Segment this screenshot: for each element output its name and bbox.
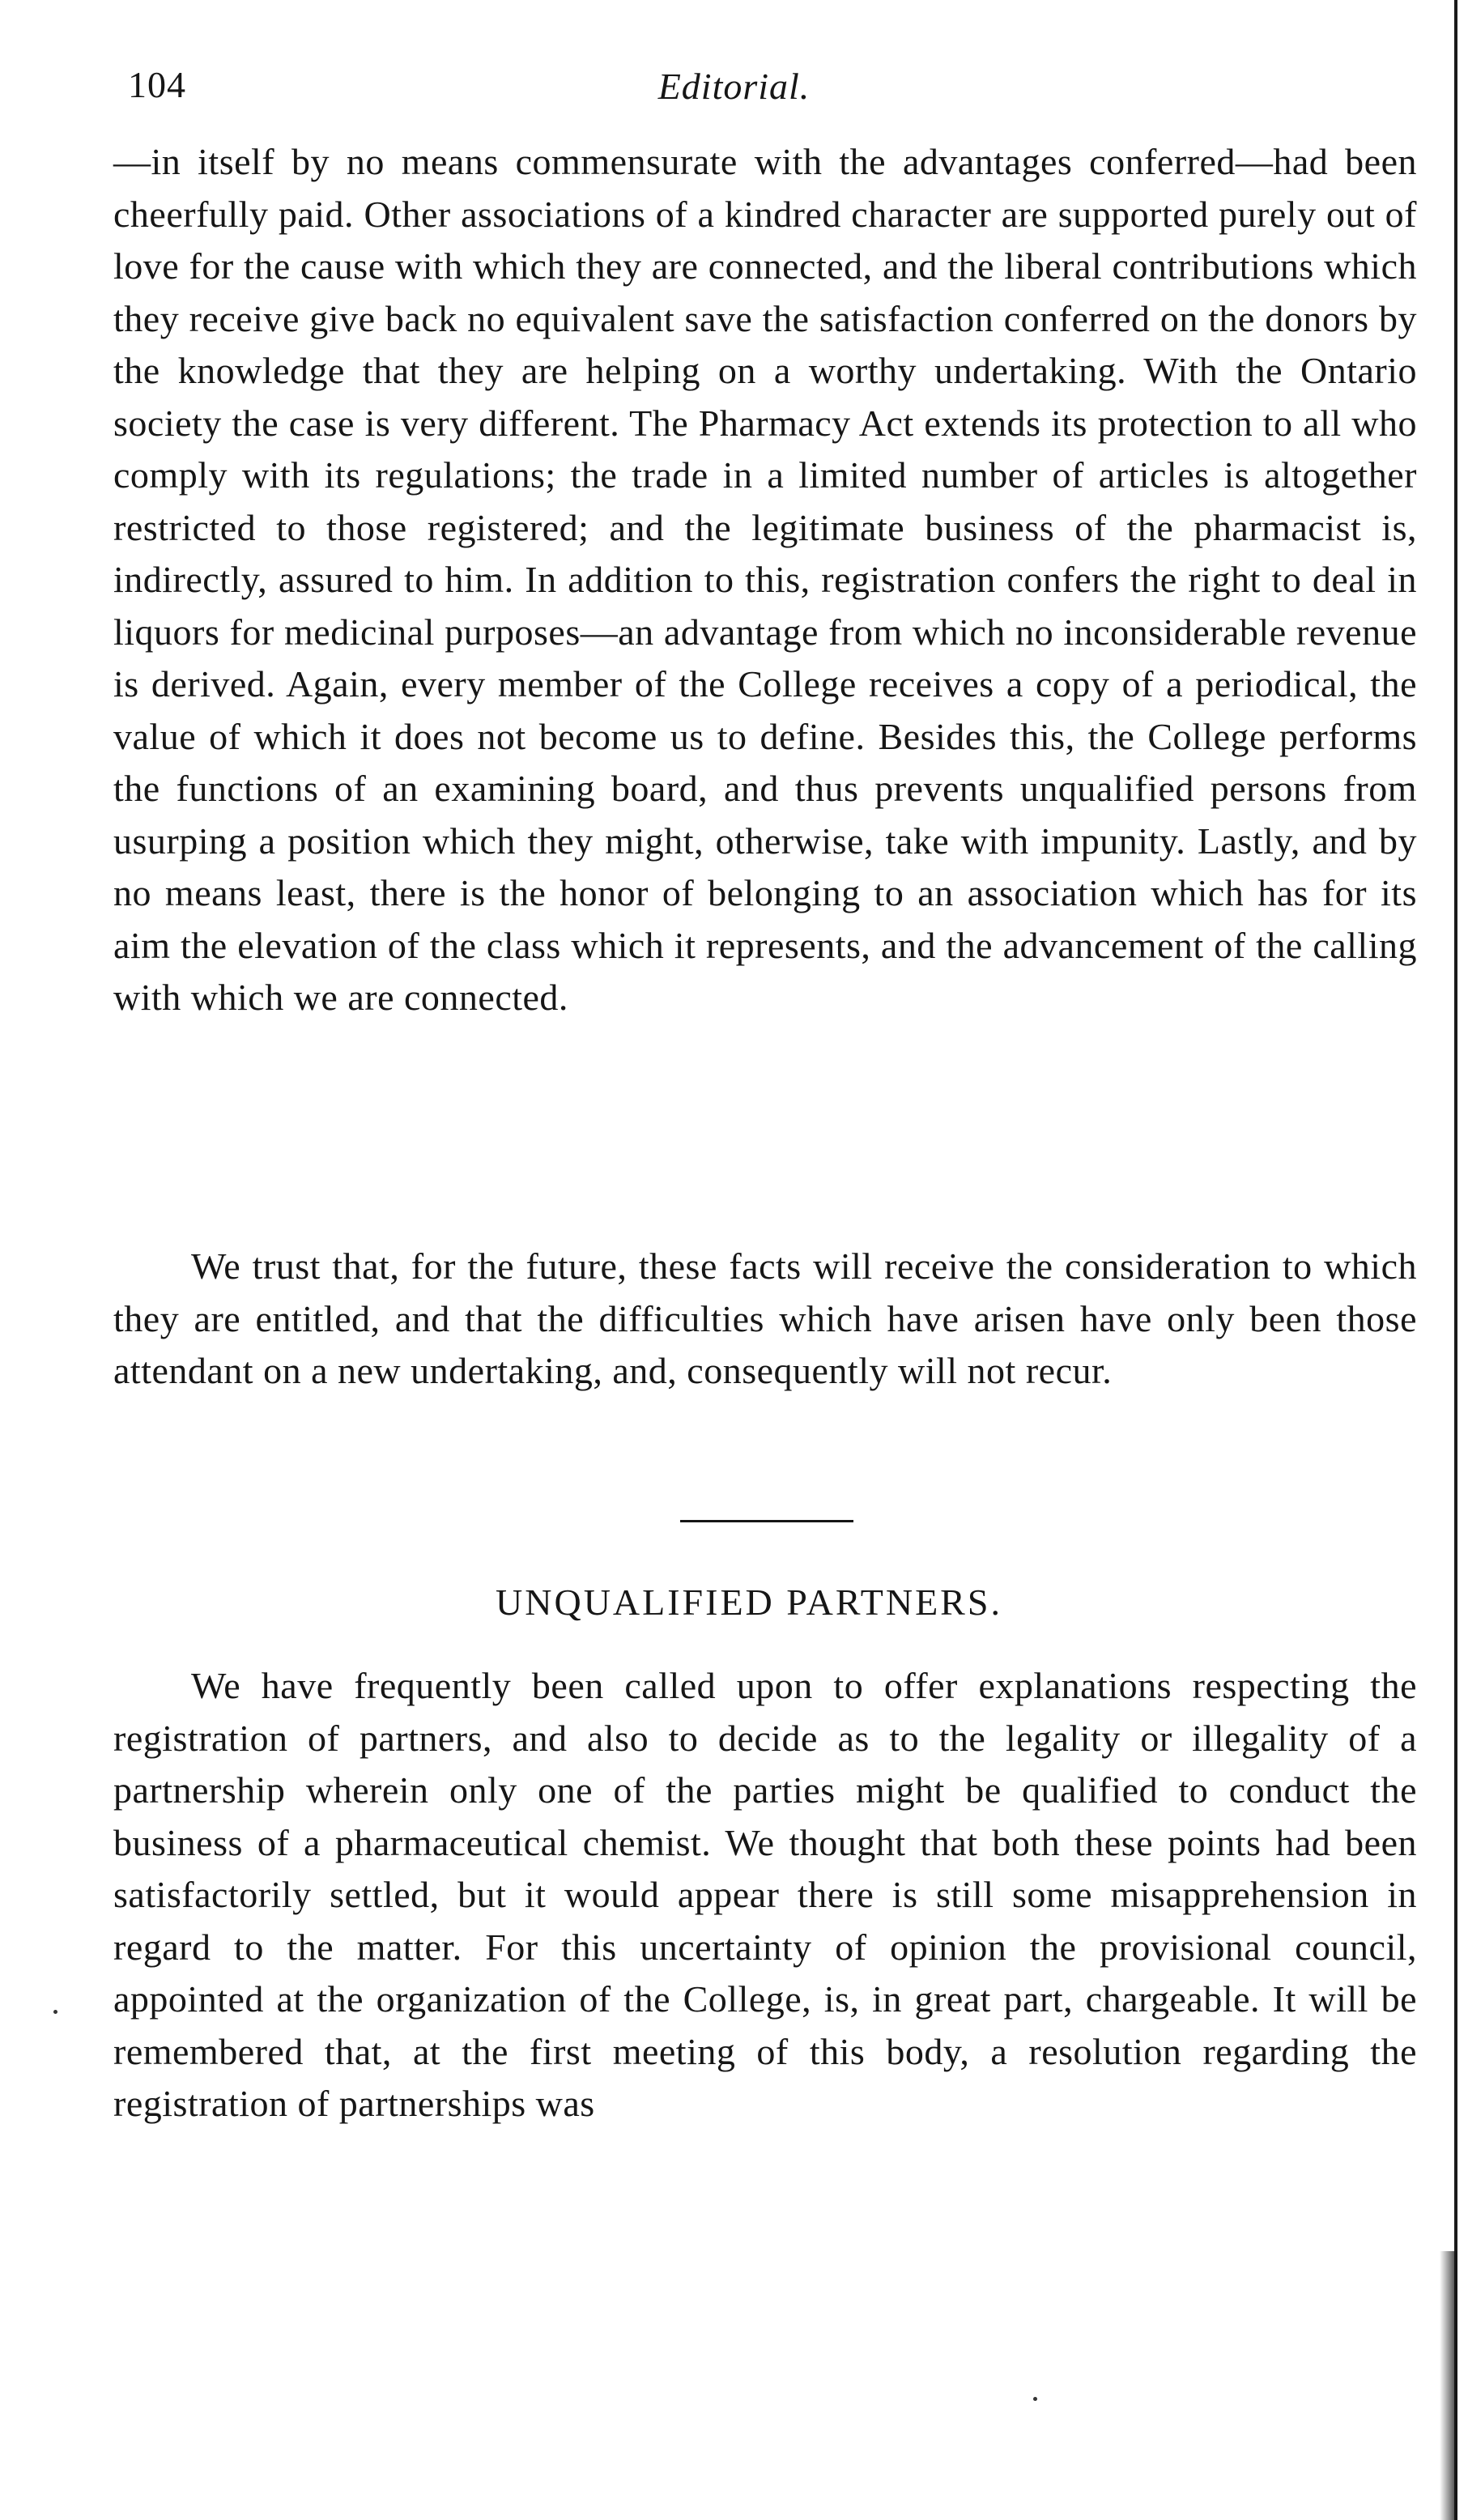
paragraph-text: —in itself by no means commensurate with the advantages conferred—had been cheerfully paid. Other associations of a kindred character are supported purely out of love for the cause with which they are connected, and the liberal contributions which they receive give back no equivalent save the satisfaction conferred on the donors by the knowledge that they are helping on a worthy undertaking. With the Ontario society the case is very different. The Pharmacy Act extends its protection to all who comply with its regulations; the trade in a limited number of articles is altogether restricted to those registered; and the legitimate business of the pharmacist is, indirectly, assured to him. In addition to this, registration confers the right to deal in liquors for medicinal purposes—an advantage from which no inconsiderable revenue is derived. Again, every member of the College receives a copy of a periodical, the value of which it does not become us to define. Besides this, the College performs the functions of an examining board, and thus prevents unqualified persons from usurping a position which they might, otherwise, take with impunity. Lastly, and by no means least, there is the honor of belonging to an association which has for its aim the elevation of the class which it represents, and the advancement of the calling with which we are connected.	[113, 141, 1417, 1018]
section-paragraph	[113, 1660, 1417, 2131]
paragraph-text: We trust that, for the future, these facts will receive the consideration to which they are entitled, and that the difficulties which have arisen have only been those attendant on a new undertaking, and, consequently will not recur.	[113, 1245, 1417, 1391]
page-binding-shadow	[1440, 2251, 1457, 2520]
ink-speck	[1033, 2397, 1037, 2401]
page-binding-edge	[1454, 0, 1457, 2520]
running-title: Editorial.	[657, 66, 811, 107]
continued-paragraph	[113, 136, 1417, 1024]
paragraph-text: We have frequently been called upon to offer explanations respecting the registration of partners, and also to decide as to the legality or illegality of a partnership wherein only one of the parties might be qualified to conduct the business of a pharmaceutical chemist. We thought that both these points had been satisfactorily settled, but it would appear there is still some misapprehension in regard to the matter. For this uncertainty of opinion the provisional council, appointed at the organization of the College, is, in great part, chargeable. It will be remembered that, at the first meeting of this body, a resolution regarding the registration of partnerships was	[113, 1665, 1417, 2124]
page-number: 104	[128, 64, 186, 105]
section-divider	[680, 1520, 853, 1522]
section-heading: UNQUALIFIED PARTNERS.	[496, 1581, 1002, 1623]
closing-paragraph	[113, 1241, 1417, 1398]
ink-speck	[53, 2010, 57, 2014]
